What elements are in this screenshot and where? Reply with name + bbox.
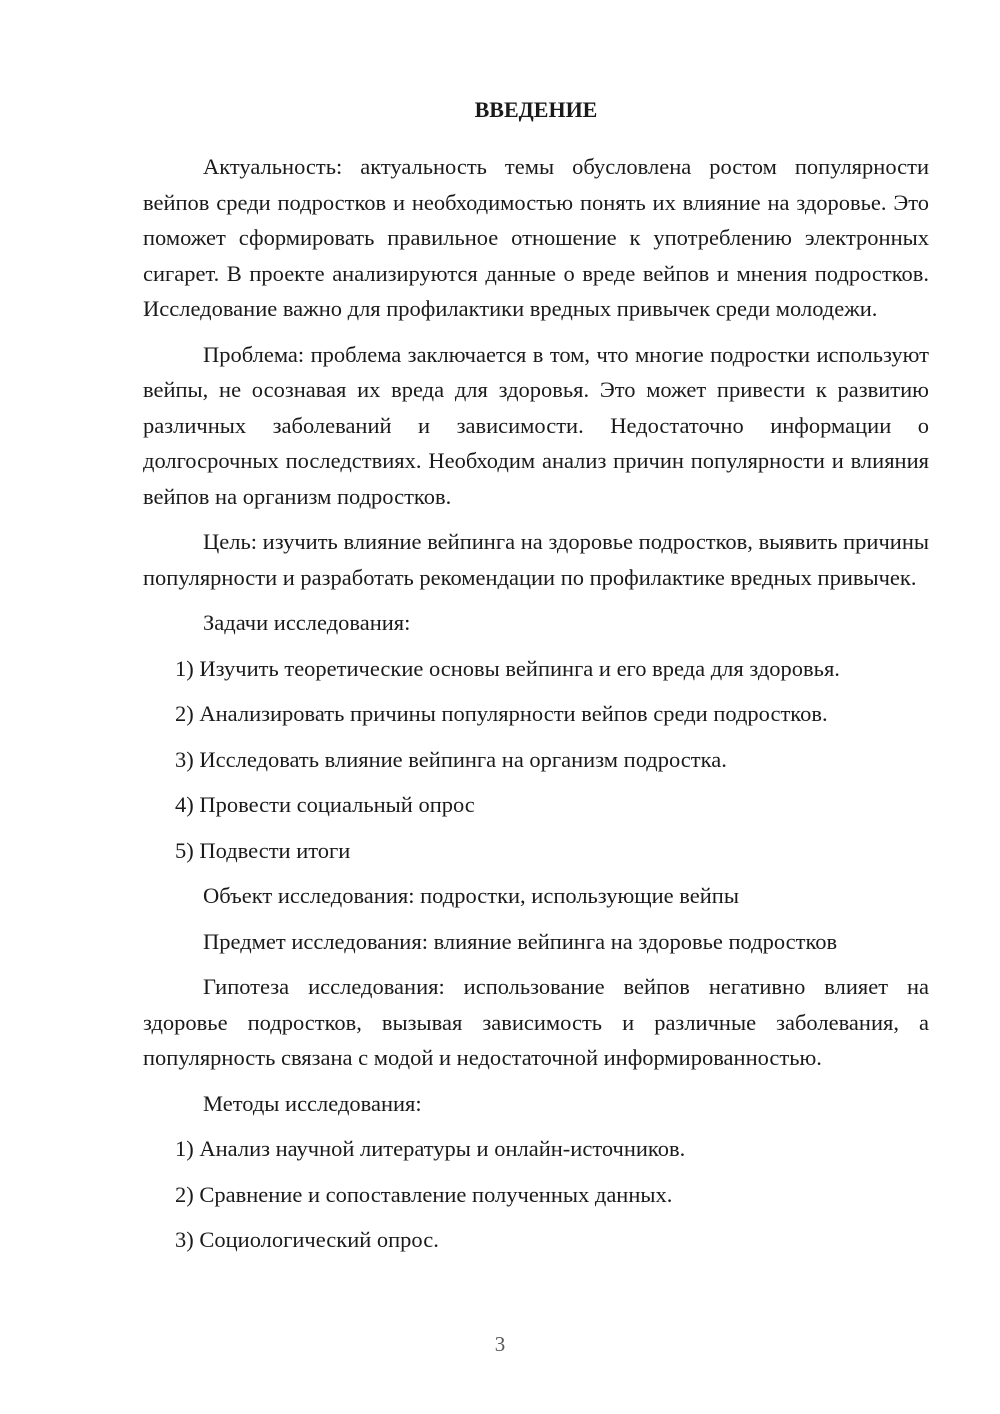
subject-paragraph: Предмет исследования: влияние вейпинга на здоровье подростков <box>203 928 838 954</box>
task-item: 3) Исследовать влияние вейпинга на организм подростка. <box>175 746 727 772</box>
problem-paragraph: Проблема: проблема заключается в том, что многие подростки используют вейпы, не осознавая их вреда для здоровья. Это может привести к развитию различных заболеваний и зависимости. Недостаточно информации о долгосрочных последствиях. Необходим анализ причин популярности и влияния вейпов на организм подростков. <box>143 341 929 509</box>
method-item: 1) Анализ научной литературы и онлайн-источников. <box>175 1136 686 1161</box>
method-item: 2) Сравнение и сопоставление полученных данных. <box>175 1181 673 1207</box>
methods-list <box>143 1131 929 1258</box>
document-page <box>143 92 929 1268</box>
object-paragraph: Объект исследования: подростки, использующие вейпы <box>203 883 739 908</box>
tasks-list <box>143 651 929 869</box>
actuality-paragraph: Актуальность: актуальность темы обусловлена ростом популярности вейпов среди подростков и необходимостью понять их влияние на здоровье. Это поможет сформировать правильное отношение к употреблению электронных сигарет. В проекте анализируются данные о вреде вейпов и мнения подростков. Исследование важно для профилактики вредных привычек среди молодежи. <box>143 154 929 321</box>
task-item: 2) Анализировать причины популярности вейпов среди подростков. <box>175 701 828 726</box>
task-item: 5) Подвести итоги <box>175 837 351 863</box>
tasks-heading: Задачи исследования: <box>203 610 411 635</box>
method-item: 3) Социологический опрос. <box>175 1227 439 1252</box>
task-item: 4) Провести социальный опрос <box>175 792 475 817</box>
page-number: 3 <box>494 1332 506 1356</box>
page-title: ВВЕДЕНИЕ <box>474 97 598 122</box>
goal-paragraph: Цель: изучить влияние вейпинга на здоровье подростков, выявить причины популярности и разработать рекомендации по профилактике вредных привычек. <box>143 529 929 590</box>
task-item: 1) Изучить теоретические основы вейпинга и его вреда для здоровья. <box>175 655 840 681</box>
methods-heading: Методы исследования: <box>203 1090 422 1116</box>
hypothesis-paragraph: Гипотеза исследования: использование вейпов негативно влияет на здоровье подростков, вызывая зависимость и различные заболевания, а популярность связана с модой и недостаточной информированностью. <box>143 974 929 1070</box>
